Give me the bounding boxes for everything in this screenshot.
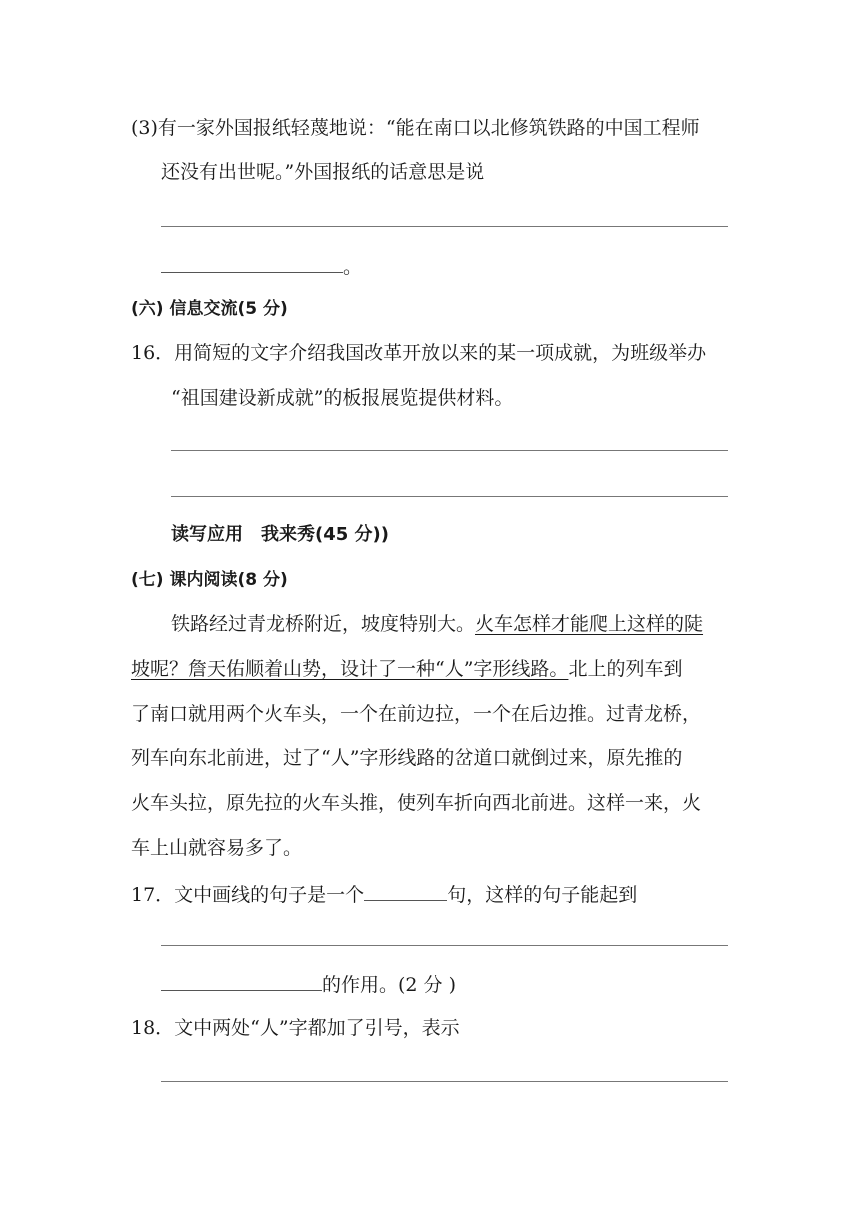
q15-3-answer-end: [161, 252, 362, 279]
q15-3-line1: (3)有一家外国报纸轻蔑地说：“能在南口以北修筑铁路的中国工程师: [131, 117, 700, 139]
section7-heading: (七) 课内阅读(8 分): [131, 570, 288, 590]
passage-line-6: 车上山就容易多了。: [131, 837, 303, 859]
passage-line-3: 了南口就用两个火车头，一个在前边拉，一个在后边推。过青龙桥，: [131, 703, 702, 725]
q18-line1: 18．文中两处“人”字都加了引号，表示: [131, 1017, 460, 1039]
section6-heading: (六) 信息交流(5 分): [131, 299, 288, 319]
q16-line1: 16．用简短的文字介绍我国改革开放以来的某一项成就，为班级举办: [131, 342, 707, 364]
passage-line-4: 列车向东北前进，过了“人”字形线路的岔道口就倒过来，原先推的: [131, 747, 683, 769]
answer-line[interactable]: [171, 496, 728, 497]
end-punct: 。: [343, 256, 363, 278]
q17-line1: [131, 880, 637, 907]
underlined-sentence: 坡呢？詹天佑顺着山势，设计了一种“人”字形线路。: [131, 658, 569, 680]
q17-end: 的作用。(2 分 ): [322, 974, 456, 996]
answer-line[interactable]: [171, 450, 728, 451]
underlined-sentence: 火车怎样才能爬上这样的陡: [475, 613, 704, 635]
q16-line2: “祖国建设新成就”的板报展览提供材料。: [171, 387, 514, 409]
answer-line[interactable]: [161, 226, 728, 227]
answer-blank[interactable]: [364, 880, 447, 901]
passage-line-2: [131, 657, 682, 681]
answer-blank[interactable]: [161, 252, 343, 273]
q15-3-line2: 还没有出世呢。”外国报纸的话意思是说: [161, 161, 485, 183]
q17-line2: [161, 970, 456, 997]
passage-text: 北上的列车到: [568, 658, 683, 680]
answer-line[interactable]: [161, 945, 728, 946]
passage-line-5: 火车头拉，原先拉的火车头推，使列车折向西北前进。这样一来，火: [131, 792, 702, 814]
passage-text: 铁路经过青龙桥附近，坡度特别大。: [171, 613, 476, 635]
answer-line[interactable]: [161, 1081, 728, 1082]
q17-text-b: 句，这样的句子能起到: [447, 884, 638, 906]
passage-line-1: [171, 612, 703, 636]
answer-blank[interactable]: [161, 970, 322, 991]
part-heading: 读写应用 我来秀(45 分)): [171, 524, 389, 545]
q17-text-a: 17．文中画线的句子是一个: [131, 884, 365, 906]
